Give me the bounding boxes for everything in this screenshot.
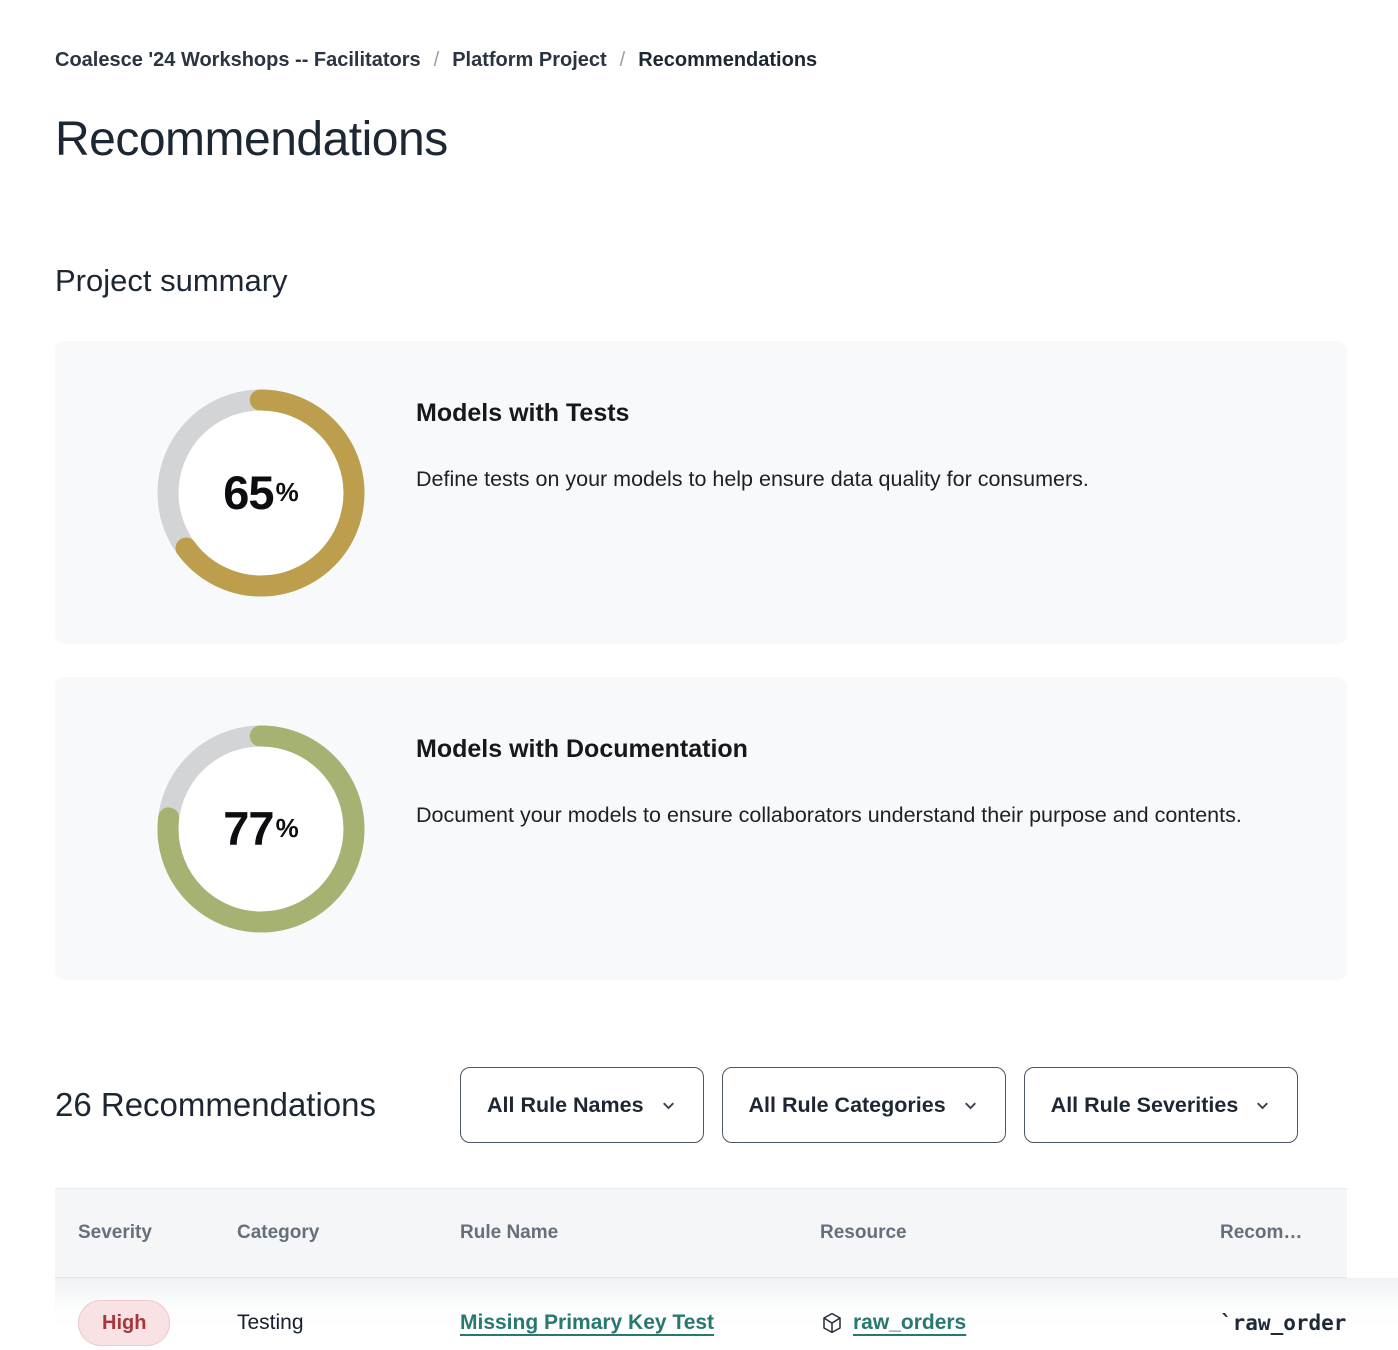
breadcrumb (55, 47, 1347, 73)
rule-categories-filter-dropdown[interactable] (722, 1067, 1006, 1143)
column-header-category: Category (237, 1222, 320, 1243)
filters-bar (460, 1067, 1298, 1143)
column-header-rule-name: Rule Name (460, 1222, 559, 1243)
breadcrumb-project-group[interactable]: Coalesce '24 Workshops -- Facilitators (55, 49, 421, 71)
summary-card-models-with-documentation (55, 677, 1347, 980)
chevron-down-icon (962, 1097, 979, 1114)
tests-card-description: Define tests on your models to help ensure data quality for consumers. (416, 467, 1089, 491)
rule-severities-filter-dropdown[interactable] (1024, 1067, 1299, 1143)
table-header-row (55, 1188, 1347, 1278)
rule-severities-filter-label: All Rule Severities (1050, 1092, 1239, 1117)
category-cell: Testing (237, 1311, 304, 1334)
recommendations-count-heading: 26 Recommendations (55, 1086, 377, 1123)
column-header-resource: Resource (820, 1222, 907, 1243)
rule-categories-filter-label: All Rule Categories (748, 1092, 946, 1117)
page-title: Recommendations (55, 113, 448, 166)
summary-card-models-with-tests (55, 341, 1347, 644)
tests-donut-chart (157, 389, 365, 597)
model-cube-icon (820, 1311, 844, 1335)
recommendation-code-snippet: `raw_order (1220, 1311, 1347, 1335)
documentation-percent-sign: % (275, 813, 299, 843)
severity-badge-high: High (78, 1300, 170, 1346)
documentation-donut-chart (157, 725, 365, 933)
chevron-down-icon (1254, 1097, 1271, 1114)
breadcrumb-platform-project[interactable]: Platform Project (452, 49, 607, 71)
tests-percent-sign: % (275, 477, 299, 507)
recommendations-table (55, 1188, 1347, 1350)
breadcrumb-recommendations: Recommendations (638, 49, 818, 71)
tests-percent-value: 65 (223, 466, 274, 519)
rule-names-filter-dropdown[interactable] (460, 1067, 704, 1143)
column-header-severity: Severity (78, 1222, 152, 1243)
breadcrumb-separator: / (433, 49, 440, 71)
table-row (55, 1278, 1398, 1350)
rule-names-filter-label: All Rule Names (487, 1092, 644, 1117)
documentation-card-description: Document your models to ensure collaborators understand their purpose and contents. (416, 803, 1242, 827)
tests-card-title: Models with Tests (416, 399, 630, 427)
project-summary-heading: Project summary (55, 263, 288, 298)
breadcrumb-separator: / (619, 49, 626, 71)
documentation-card-title: Models with Documentation (416, 735, 748, 763)
rule-name-link[interactable]: Missing Primary Key Test (460, 1311, 715, 1334)
chevron-down-icon (660, 1097, 677, 1114)
resource-link[interactable]: raw_orders (853, 1311, 967, 1334)
documentation-percent-value: 77 (223, 802, 274, 855)
column-header-recommendation: Recom… (1220, 1222, 1303, 1243)
